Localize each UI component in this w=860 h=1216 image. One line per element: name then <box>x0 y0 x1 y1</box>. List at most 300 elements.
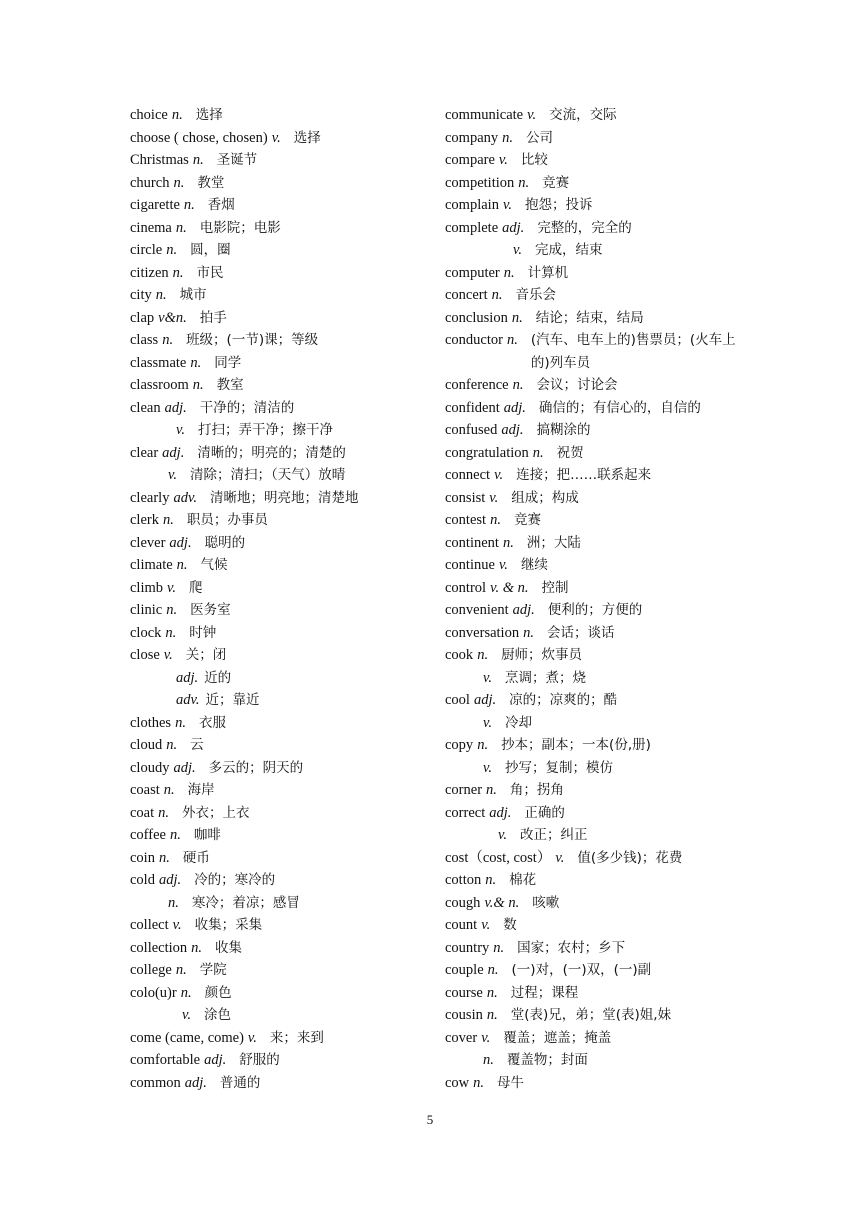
vocab-entry <box>445 532 745 555</box>
part-of-speech: v&n. <box>158 309 187 326</box>
part-of-speech: v. <box>172 917 182 933</box>
definition: 近；靠近 <box>205 692 260 708</box>
vocab-word: coat <box>130 804 155 821</box>
vocab-word: competition <box>445 174 515 191</box>
definition: 清晰地；明亮地；清楚地 <box>209 489 359 506</box>
vocab-entry <box>130 757 430 780</box>
definition: 抄写；复制；模仿 <box>505 759 613 776</box>
part-of-speech: n. <box>192 152 204 168</box>
vocab-entry <box>445 329 745 374</box>
vocab-word: country <box>445 939 490 956</box>
vocab-entry <box>130 329 430 352</box>
vocab-entry <box>130 1027 430 1050</box>
vocab-entry <box>130 712 430 735</box>
vocab-word: cow <box>445 1074 470 1091</box>
definition: 城市 <box>179 287 207 303</box>
vocab-word: circle <box>130 242 163 258</box>
vocab-word: cook <box>445 647 474 663</box>
vocab-word: confident <box>445 399 500 416</box>
definition: 同学 <box>214 354 242 371</box>
definition: 改正；纠正 <box>520 827 588 843</box>
definition: 来；来到 <box>269 1029 324 1046</box>
definition: 拍手 <box>199 309 227 326</box>
part-of-speech: n. <box>192 377 204 393</box>
vocab-word: conclusion <box>445 309 508 326</box>
definition: 抱怨；投诉 <box>524 197 593 213</box>
vocab-word: concert <box>445 287 488 303</box>
part-of-speech: n. <box>169 827 181 843</box>
part-of-speech: v. <box>498 152 508 168</box>
definition: 海岸 <box>187 782 215 798</box>
vocab-word: conversation <box>445 624 520 641</box>
part-of-speech: n. <box>191 939 203 956</box>
vocab-entry <box>130 577 430 600</box>
vocab-entry <box>445 914 745 937</box>
part-of-speech: adj. <box>503 399 526 416</box>
vocab-entry <box>130 239 430 262</box>
vocab-word: class <box>130 332 159 348</box>
part-of-speech: v. <box>483 759 492 776</box>
vocab-word: couple <box>445 962 484 978</box>
definition: 清除；清扫；（天气）放晴 <box>190 467 346 483</box>
definition: 公司 <box>526 129 554 146</box>
vocab-entry <box>130 149 430 172</box>
definition: 市民 <box>196 264 224 281</box>
vocab-entry <box>130 869 430 892</box>
vocab-word: cloudy <box>130 759 170 776</box>
definition: 香烟 <box>207 197 235 213</box>
vocab-word: cotton <box>445 872 482 888</box>
vocab-word: clean <box>130 399 161 416</box>
vocab-word: convenient <box>445 602 509 618</box>
part-of-speech: v. <box>483 669 492 686</box>
vocab-entry <box>445 757 745 780</box>
vocab-entry <box>445 217 745 240</box>
definition: 竞赛 <box>513 512 541 528</box>
vocab-entry <box>130 892 430 915</box>
vocab-word: complain <box>445 197 499 213</box>
part-of-speech: v. <box>494 467 504 483</box>
vocab-entry <box>130 982 430 1005</box>
vocab-entry <box>130 847 430 870</box>
definition: 冷却 <box>505 714 532 731</box>
part-of-speech: adj. <box>473 692 497 708</box>
vocab-word: choice <box>130 107 168 123</box>
definition: 确信的；有信心的，自信的 <box>538 399 701 416</box>
part-of-speech: n. <box>486 984 498 1001</box>
part-of-speech: adj. <box>158 872 182 888</box>
definition: 母牛 <box>497 1074 525 1091</box>
part-of-speech: adj. <box>169 534 192 551</box>
definition: 收集 <box>215 939 243 956</box>
vocab-entry <box>130 532 430 555</box>
left-column <box>130 104 430 1094</box>
vocab-word: coast <box>130 782 160 798</box>
part-of-speech: adj. <box>184 1074 207 1091</box>
vocab-word: continent <box>445 534 499 551</box>
vocab-entry <box>445 127 745 150</box>
vocab-word: climate <box>130 557 173 573</box>
vocab-entry <box>445 554 745 577</box>
definition: 过程；课程 <box>510 984 579 1001</box>
vocab-entry <box>130 622 430 645</box>
vocab-word: confused <box>445 422 498 438</box>
definition: 覆盖；遮盖；掩盖 <box>503 1029 612 1046</box>
part-of-speech: n. <box>487 962 499 978</box>
part-of-speech: n. <box>502 534 514 551</box>
vocab-entry <box>445 509 745 532</box>
definition: 竞赛 <box>542 174 570 191</box>
part-of-speech: n. <box>166 242 178 258</box>
definition: (一)对，(一)双，(一)副 <box>511 962 652 978</box>
part-of-speech: n. <box>165 624 177 641</box>
vocab-word: consist <box>445 489 486 506</box>
part-of-speech: v. <box>555 849 565 866</box>
vocab-entry <box>130 1072 430 1095</box>
vocab-word: conductor <box>445 332 503 348</box>
vocab-entry <box>445 262 745 285</box>
vocab-word: clinic <box>130 602 163 618</box>
definition: 气候 <box>200 557 228 573</box>
definition: 祝贺 <box>556 444 584 461</box>
vocab-entry <box>445 802 745 825</box>
part-of-speech: v. <box>176 422 185 438</box>
part-of-speech: n. <box>180 984 192 1001</box>
vocab-entry <box>130 284 430 307</box>
vocab-entry <box>445 1049 745 1072</box>
part-of-speech: v. <box>502 197 512 213</box>
page-number: 5 <box>426 1112 434 1127</box>
vocab-word: cough <box>445 894 481 911</box>
vocab-word: come (came, come) <box>130 1029 244 1046</box>
vocab-word: cousin <box>445 1007 483 1023</box>
vocab-word: connect <box>445 467 491 483</box>
part-of-speech: adj. <box>502 219 525 236</box>
definition: 干净的；清洁的 <box>199 399 295 416</box>
part-of-speech: v. <box>481 917 491 933</box>
vocab-word: control <box>445 579 487 596</box>
definition: 咖啡 <box>193 827 221 843</box>
part-of-speech: n. <box>490 512 501 528</box>
vocab-word: classmate <box>130 354 187 371</box>
definition: 洲；大陆 <box>526 534 581 551</box>
part-of-speech: v. <box>527 107 537 123</box>
vocab-word: clock <box>130 624 162 641</box>
definition: 学院 <box>199 962 227 978</box>
vocab-entry <box>445 824 745 847</box>
definition: 组成；构成 <box>511 489 579 506</box>
definition: 电影院；电影 <box>199 219 281 236</box>
vocab-entry <box>130 127 430 150</box>
definition: 职员；办事员 <box>186 512 268 528</box>
definition: 厨师；炊事员 <box>501 647 583 663</box>
vocab-entry <box>445 172 745 195</box>
definition: 堂(表)兄，弟；堂(表)姐,妹 <box>510 1007 672 1023</box>
vocab-word: coin <box>130 849 155 866</box>
vocab-entry <box>445 419 745 442</box>
definition: 时钟 <box>189 624 217 641</box>
definition: 音乐会 <box>515 287 557 303</box>
vocab-word: collection <box>130 939 188 956</box>
definition: 搞糊涂的 <box>536 422 591 438</box>
part-of-speech: n. <box>477 647 489 663</box>
vocab-entry <box>130 824 430 847</box>
vocab-word: choose ( chose, chosen) <box>130 129 268 146</box>
vocab-entry <box>130 442 430 465</box>
vocab-entry <box>130 509 430 532</box>
part-of-speech: n. <box>162 332 174 348</box>
part-of-speech: v. <box>182 1007 191 1023</box>
vocab-word: Christmas <box>130 152 189 168</box>
definition: 聪明的 <box>204 534 246 551</box>
vocab-word: collect <box>130 917 169 933</box>
part-of-speech: v. <box>513 242 522 258</box>
vocab-entry <box>130 307 430 330</box>
part-of-speech: v. <box>247 1029 257 1046</box>
vocab-word: close <box>130 647 160 663</box>
definition: 医务室 <box>190 602 231 618</box>
part-of-speech: adv. <box>176 692 200 708</box>
part-of-speech: n. <box>183 197 195 213</box>
part-of-speech: adj. <box>501 422 524 438</box>
definition: 爬 <box>189 579 203 596</box>
vocab-entry <box>130 397 430 420</box>
vocab-word: cloud <box>130 737 163 753</box>
definition: 会议；讨论会 <box>536 377 618 393</box>
vocab-entry <box>445 1027 745 1050</box>
definition: 圆，圈 <box>190 242 231 258</box>
vocab-entry <box>445 442 745 465</box>
vocab-word: cinema <box>130 219 172 236</box>
vocab-word: company <box>445 129 499 146</box>
definition: 会话；谈话 <box>546 624 615 641</box>
vocab-entry <box>130 644 430 667</box>
part-of-speech: n. <box>518 174 530 191</box>
vocab-entry <box>130 352 430 375</box>
part-of-speech: n. <box>175 962 187 978</box>
definition: 继续 <box>520 557 548 573</box>
definition: 交流，交际 <box>549 107 617 123</box>
vocab-entry <box>130 779 430 802</box>
definition: 棉花 <box>509 872 537 888</box>
part-of-speech: n. <box>486 782 497 798</box>
vocab-entry <box>130 262 430 285</box>
definition: 普通的 <box>219 1074 261 1091</box>
part-of-speech: n. <box>493 939 505 956</box>
vocab-word: cigarette <box>130 197 180 213</box>
vocab-entry <box>445 667 745 690</box>
definition: 抄本；副本；一本(份,册) <box>501 737 651 753</box>
vocab-word: clap <box>130 309 155 326</box>
definition: 控制 <box>541 579 569 596</box>
vocab-entry <box>130 599 430 622</box>
vocab-entry <box>445 982 745 1005</box>
definition: 完整的，完全的 <box>537 219 632 236</box>
definition: 打扫；弄干净；擦干净 <box>198 422 333 438</box>
part-of-speech: v. <box>167 579 177 596</box>
definition: 值(多少钱)；花费 <box>577 849 683 866</box>
vocab-word: classroom <box>130 377 189 393</box>
vocab-word: church <box>130 174 170 191</box>
vocab-entry <box>445 374 745 397</box>
part-of-speech: n. <box>473 1074 485 1091</box>
part-of-speech: n. <box>486 1007 498 1023</box>
vocab-word: copy <box>445 737 474 753</box>
definition: 清晰的；明亮的；清楚的 <box>197 444 346 461</box>
part-of-speech: adj. <box>489 804 512 821</box>
vocab-entry <box>445 779 745 802</box>
definition: 连接；把……联系起来 <box>516 467 652 483</box>
vocab-entry <box>445 959 745 982</box>
vocab-word: contest <box>445 512 487 528</box>
vocab-entry <box>445 622 745 645</box>
definition: 多云的；阴天的 <box>208 759 304 776</box>
part-of-speech: adv. <box>173 489 197 506</box>
part-of-speech: n. <box>512 377 524 393</box>
vocab-word: complete <box>445 219 499 236</box>
part-of-speech: adj. <box>512 602 535 618</box>
part-of-speech: n. <box>502 129 514 146</box>
vocab-word: cold <box>130 872 155 888</box>
part-of-speech: v. <box>498 557 508 573</box>
vocab-word: communicate <box>445 107 524 123</box>
part-of-speech: n. <box>483 1052 494 1068</box>
part-of-speech: n. <box>511 309 523 326</box>
vocab-entry <box>445 689 745 712</box>
vocab-word: city <box>130 287 152 303</box>
vocab-entry <box>130 172 430 195</box>
part-of-speech: n. <box>173 174 185 191</box>
part-of-speech: n. <box>176 557 188 573</box>
vocab-entry <box>445 937 745 960</box>
vocab-word: climb <box>130 579 164 596</box>
part-of-speech: n. <box>506 332 518 348</box>
vocab-word: colo(u)r <box>130 984 177 1001</box>
vocab-word: clear <box>130 444 159 461</box>
vocab-entry <box>445 892 745 915</box>
definition: 收集；采集 <box>194 917 263 933</box>
vocab-entry <box>130 937 430 960</box>
definition: 正确的 <box>524 804 565 821</box>
vocab-word: coffee <box>130 827 166 843</box>
vocab-word: cost（cost, cost） <box>445 849 552 866</box>
part-of-speech: v. <box>271 129 281 146</box>
part-of-speech: n. <box>172 264 184 281</box>
definition: 咳嗽 <box>532 894 560 911</box>
vocab-entry <box>445 487 745 510</box>
vocab-word: comfortable <box>130 1052 201 1068</box>
vocab-entry <box>445 194 745 217</box>
definition: 关；闭 <box>185 647 227 663</box>
part-of-speech: n. <box>155 287 167 303</box>
part-of-speech: n. <box>190 354 202 371</box>
part-of-speech: v. <box>483 714 492 731</box>
definition: 覆盖物；封面 <box>506 1052 588 1068</box>
definition: 选择 <box>293 129 321 146</box>
part-of-speech: n. <box>158 849 170 866</box>
definition: 便利的；方便的 <box>547 602 643 618</box>
vocab-entry <box>445 1004 745 1027</box>
part-of-speech: v.& n. <box>484 894 520 911</box>
part-of-speech: adj. <box>173 759 196 776</box>
vocab-entry <box>130 419 430 442</box>
part-of-speech: v. <box>481 1029 491 1046</box>
vocab-entry <box>130 914 430 937</box>
definition: 颜色 <box>204 984 232 1001</box>
vocab-word: cover <box>445 1029 478 1046</box>
definition: 结论；结束，结局 <box>535 309 644 326</box>
vocab-entry <box>445 644 745 667</box>
part-of-speech: adj. <box>164 399 187 416</box>
vocab-word: common <box>130 1074 181 1091</box>
part-of-speech: n. <box>158 804 170 821</box>
right-column <box>445 104 745 1094</box>
definition: 计算机 <box>527 264 569 281</box>
definition: 凉的；凉爽的；酷 <box>509 692 618 708</box>
vocab-entry <box>445 149 745 172</box>
vocab-entry <box>130 1049 430 1072</box>
vocab-word: course <box>445 984 483 1001</box>
vocab-word: congratulation <box>445 444 529 461</box>
vocab-word: correct <box>445 804 486 821</box>
vocab-entry <box>130 464 430 487</box>
definition: 教室 <box>216 377 244 393</box>
vocab-entry <box>445 397 745 420</box>
vocab-word: clothes <box>130 714 172 731</box>
definition: 冷的；寒冷的 <box>194 872 276 888</box>
vocab-entry <box>130 554 430 577</box>
part-of-speech: n. <box>491 287 503 303</box>
vocab-entry <box>445 577 745 600</box>
vocab-entry <box>445 734 745 757</box>
vocab-entry <box>445 239 745 262</box>
vocab-word: citizen <box>130 264 169 281</box>
vocab-word: compare <box>445 152 495 168</box>
definition: 云 <box>190 737 204 753</box>
definition: 近的 <box>204 669 232 686</box>
part-of-speech: n. <box>171 107 183 123</box>
vocab-word: clerk <box>130 512 159 528</box>
vocab-entry <box>445 599 745 622</box>
part-of-speech: n. <box>175 714 186 731</box>
definition: 外衣；上衣 <box>182 804 250 821</box>
definition: 衣服 <box>198 714 226 731</box>
part-of-speech: adj. <box>204 1052 227 1068</box>
definition: 圣诞节 <box>216 152 258 168</box>
definition: 教堂 <box>197 174 225 191</box>
vocab-entry <box>445 307 745 330</box>
vocab-entry <box>445 712 745 735</box>
vocab-word: corner <box>445 782 483 798</box>
part-of-speech: n. <box>166 737 178 753</box>
part-of-speech: v. & n. <box>490 579 529 596</box>
vocab-entry <box>130 487 430 510</box>
part-of-speech: v. <box>168 467 177 483</box>
vocab-word: computer <box>445 264 500 281</box>
definition: 舒服的 <box>239 1052 280 1068</box>
vocab-entry <box>130 802 430 825</box>
part-of-speech: adj. <box>162 444 185 461</box>
vocab-entry <box>130 104 430 127</box>
part-of-speech: n. <box>523 624 534 641</box>
definition: 烹调；煮；烧 <box>505 669 586 686</box>
part-of-speech: n. <box>168 894 179 911</box>
definition: 涂色 <box>204 1007 231 1023</box>
vocab-entry <box>445 464 745 487</box>
vocab-entry <box>445 869 745 892</box>
part-of-speech: n. <box>477 737 489 753</box>
vocab-word: cool <box>445 692 470 708</box>
